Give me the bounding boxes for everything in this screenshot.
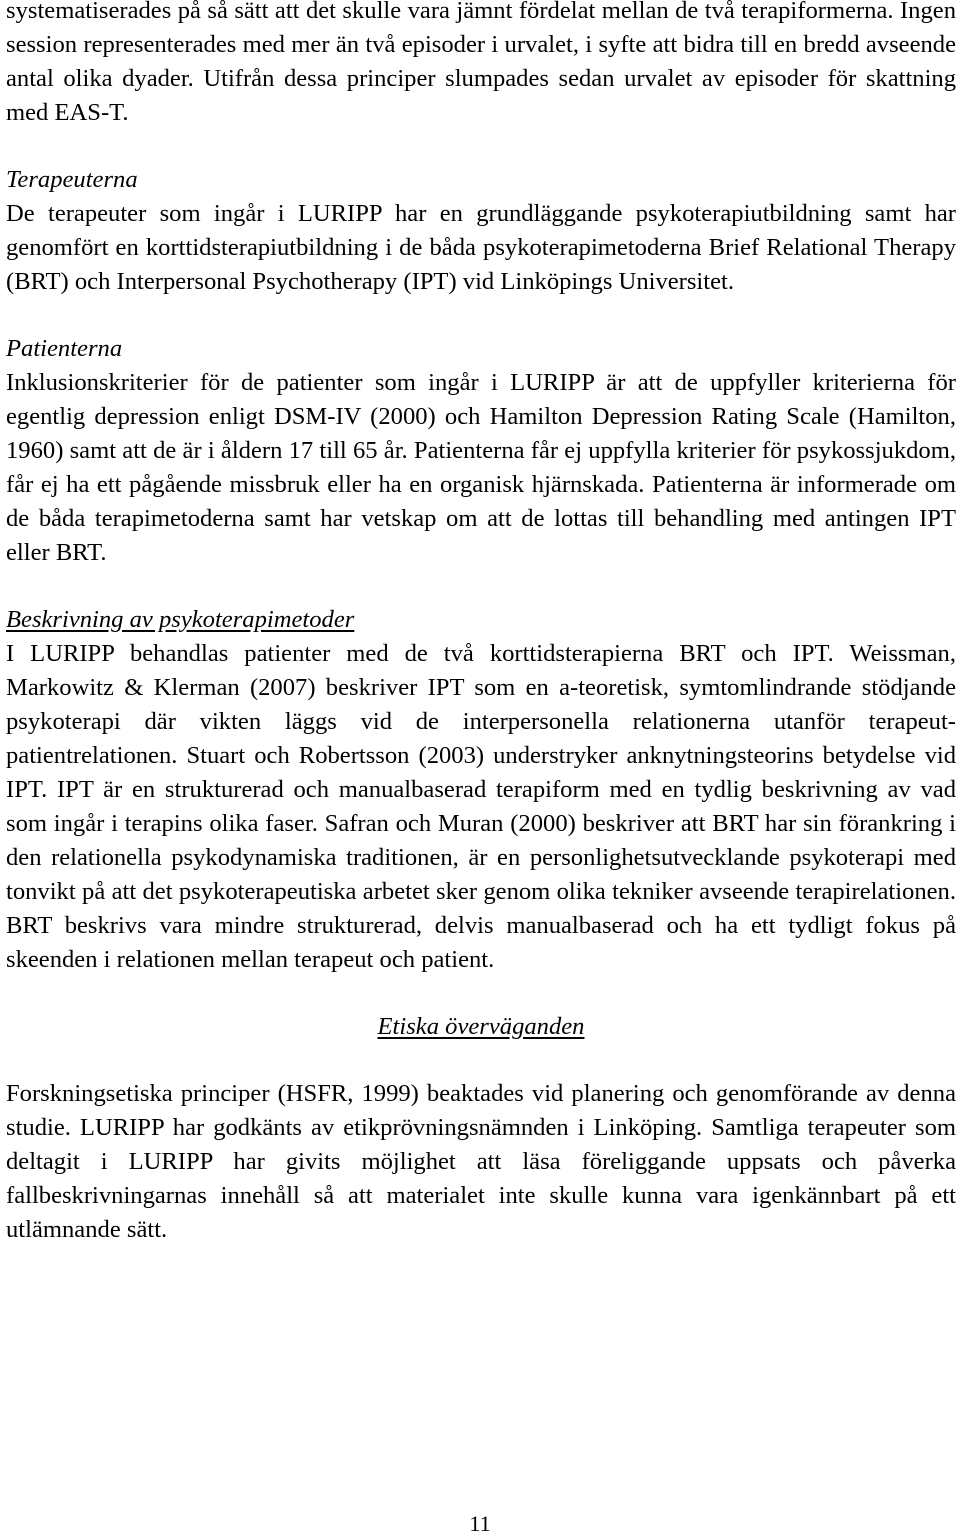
heading-terapeuterna: Terapeuterna	[6, 166, 138, 193]
section-title-etik: Etiska överväganden	[377, 1013, 585, 1040]
heading-psykoterapimetoder: Beskrivning av psykoterapimetoder	[6, 606, 355, 633]
spacer	[6, 130, 956, 163]
spacer	[6, 1044, 956, 1077]
spacer	[6, 570, 956, 603]
paragraph-etik: Forskningsetiska principer (HSFR, 1999) beaktades vid planering och genomförande av denna studie. LURIPP har godkänts av etikprövningsnämnden i Linköping. Samtliga terapeuter som deltagit i LURIPP har givits möjlighet att läsa föreliggande uppsats och påverka fallbeskrivningarnas innehåll så att materialet inte skulle kunna vara igenkännbart på ett utlämnande sätt.	[6, 1080, 956, 1243]
paragraph-patienterna: Inklusionskriterier för de patienter som ingår i LURIPP är att de uppfyller kriterierna för egentlig depression enligt DSM-IV (2000) och Hamilton Depression Rating Scale (Hamilton, 1960) samt att de är i åldern 17 till 65 år. Patienterna får ej uppfylla kriterier för psykossjukdom, får ej ha ett pågående missbruk eller ha en organisk hjärnskada. Patienterna är informerade om de båda terapimetoderna samt har vetskap om att de lottas till behandling med antingen IPT eller BRT.	[6, 369, 956, 566]
spacer	[6, 299, 956, 332]
spacer	[6, 977, 956, 1010]
document-page	[6, 0, 956, 1247]
paragraph-terapeuterna: De terapeuter som ingår i LURIPP har en grundläggande psykoterapiutbildning samt har genomfört en korttidsterapiutbildning i de båda psykoterapimetoderna Brief Relational Therapy (BRT) och Interpersonal Psychotherapy (IPT) vid Linköpings Universitet.	[6, 200, 956, 295]
paragraph-psykoterapimetoder: I LURIPP behandlas patienter med de två korttidsterapierna BRT och IPT. Weissman, Markowitz & Klerman (2007) beskriver IPT som en a-teoretisk, symtomlindrande stödjande psykoterapi där vikten läggs vid de interpersonella relationerna utanför terapeut-patientrelationen. Stuart och Robertsson (2003) understryker anknytningsteorins betydelse vid IPT. IPT är en strukturerad och manualbaserad terapiform med en tydlig beskrivning av vad som ingår i terapins olika faser. Safran och Muran (2000) beskriver att BRT har sin förankring i den relationella psykodynamiska traditionen, är en personlighetsutvecklande psykoterapi med tonvikt på att det psykoterapeutiska arbetet sker genom olika tekniker avseende terapirelationen. BRT beskrivs vara mindre strukturerad, delvis manualbaserad och ha ett tydligt fokus på skeenden i relationen mellan terapeut och patient.	[6, 640, 956, 973]
intro-paragraph: systematiserades på så sätt att det skulle vara jämnt fördelat mellan de två terapiformerna. Ingen session representerades med mer än två episoder i urvalet, i syfte att bidra till en bredd avseende antal olika dyader. Utifrån dessa principer slumpades sedan urvalet av episoder för skattning med EAS-T.	[6, 0, 956, 126]
heading-patienterna: Patienterna	[6, 335, 123, 362]
page-number: 11	[469, 1511, 491, 1536]
